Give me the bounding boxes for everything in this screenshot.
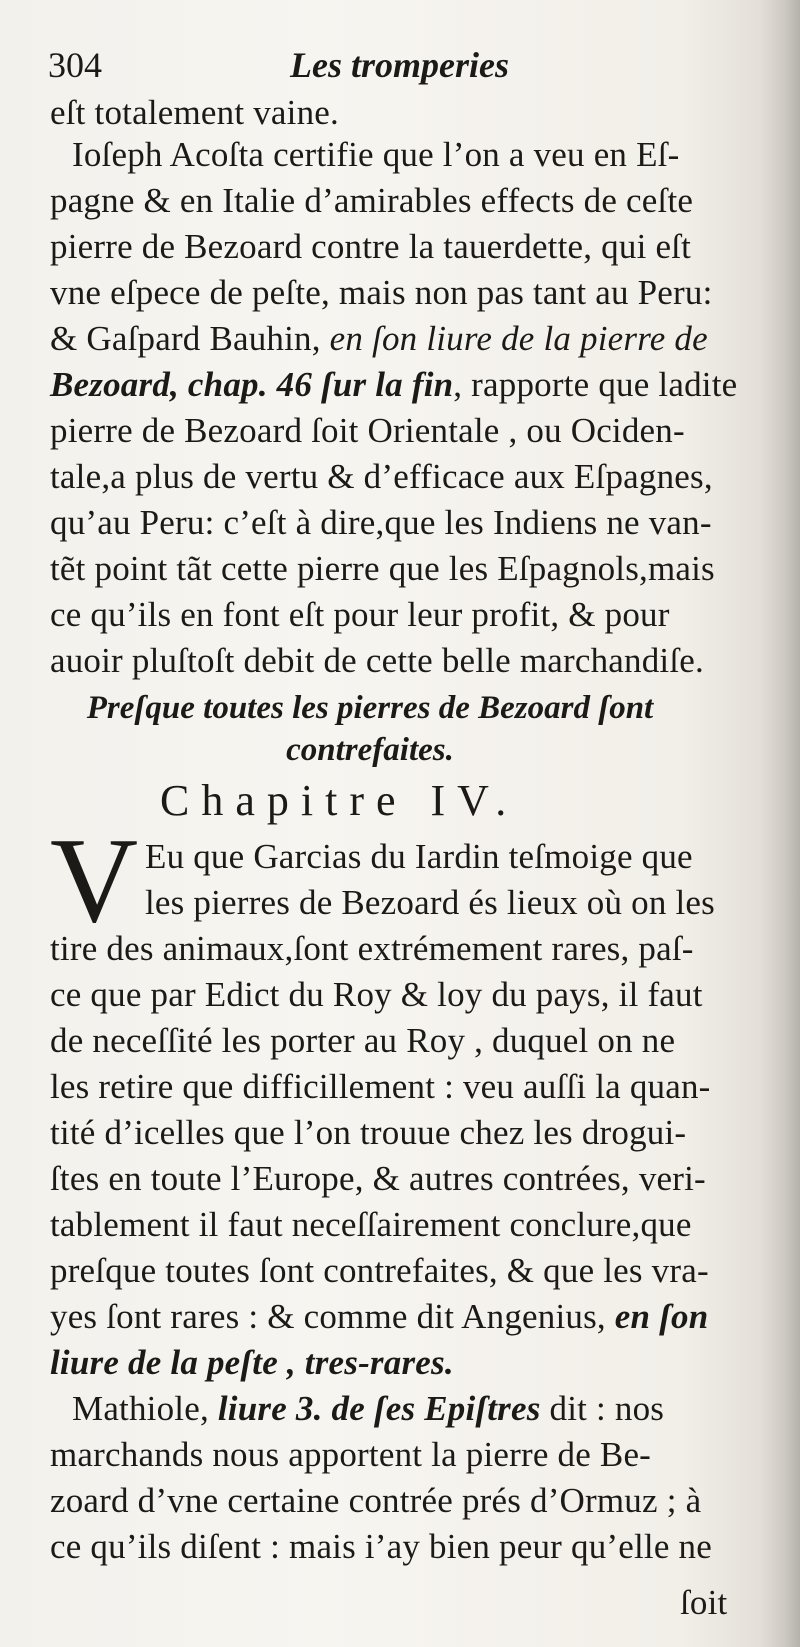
text-segment: & Gaſpard Bauhin, [50,319,321,358]
text-segment: yes ſont rares : & comme dit Angenius, [50,1297,606,1336]
text-line [50,318,708,360]
text-line [50,364,737,406]
text-line: pierre de Bezoard contre la tauerdette, qui eſt [50,227,692,266]
text-line: ce que par Edict du Roy & loy du pays, il faut [50,975,703,1014]
text-line [50,1296,708,1338]
text-segment: , rapporte que ladite [453,365,738,404]
text-line: pagne & en Italie d’amirables effects de ceſte [50,181,694,220]
text-segment: Mathiole, [72,1389,209,1428]
text-line: ce qu’ils diſent : mais i’ay bien peur qu’elle ne [50,1527,712,1566]
citation-italic: en ſon [614,1297,709,1336]
citation-italic: en ſon liure de la pierre de [329,319,708,358]
text-line: zoard d’vne certaine contrée prés d’Ormuz ; à [50,1481,702,1520]
text-line: Ioſeph Acoſta certifie que l’on a veu en Eſ- [72,135,680,174]
page-edge-shadow [760,0,800,1647]
text-line: marchands nous apportent la pierre de Be- [50,1435,652,1474]
text-line: tale,a plus de vertu & d’efficace aux Eſpagnes, [50,457,713,496]
text-line: tire des animaux,ſont extrémement rares, paſ- [50,929,694,968]
text-line: liure de la peſte , tres-rares. [50,1343,454,1382]
page-number: 304 [48,45,102,85]
text-line: qu’au Peru: c’eſt à dire,que les Indiens ne van- [50,503,712,542]
text-line: les pierres de Bezoard és lieux où on les [145,883,715,922]
text-line: de neceſſité les porter au Roy , duquel on ne [50,1021,676,1060]
citation-italic: liure 3. de ſes Epiſtres [217,1389,541,1428]
text-line: pierre de Bezoard ſoit Orientale , ou Ociden- [50,411,685,450]
text-line [72,1388,664,1430]
text-segment: dit : nos [549,1389,665,1428]
text-line: ce qu’ils en font eſt pour leur profit, & pour [50,595,670,634]
text-line: tité d’icelles que l’on trouue chez les drogui- [50,1113,687,1152]
catchword: ſoit [680,1583,728,1622]
running-title: Les tromperies [290,45,509,85]
text-line: tẽt point tãt cette pierre que les Eſpagnols,mais [50,549,715,588]
text-line: ſtes en toute l’Europe, & autres contrées, veri- [50,1159,706,1198]
text-line: auoir pluſtoſt debit de cette belle marchandiſe. [50,641,704,680]
drop-capital: V [50,813,139,948]
sidenote-line-2: contrefaites. [286,732,454,768]
text-line: preſque toutes ſont contrefaites, & que les vra- [50,1251,709,1290]
citation-italic: Bezoard, chap. 46 ſur la fin [50,365,454,404]
text-line: les retire que difficillement : veu auſſi la quan- [50,1067,711,1106]
chapter-heading: Chapitre IV. [160,776,519,825]
sidenote-line-1: Preſque toutes les pierres de Bezoard ſont [86,690,654,726]
text-line: vne eſpece de peſte, mais non pas tant au Peru: [50,273,713,312]
text-line: Eu que Garcias du Iardin teſmoige que [145,837,693,876]
text-line: eſt totalement vaine. [50,93,339,132]
text-line: tablement il faut neceſſairement conclure,que [50,1205,692,1244]
